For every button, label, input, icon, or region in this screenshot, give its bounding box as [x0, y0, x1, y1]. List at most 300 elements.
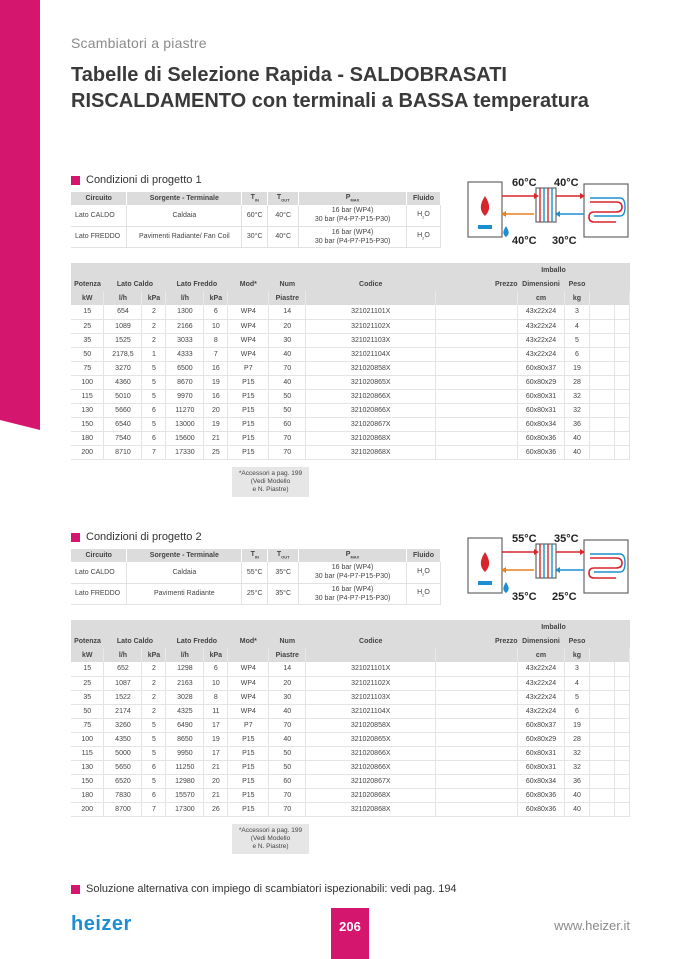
- unit-row: kW l/h kPa l/h kPa Piastre cm kg: [71, 648, 630, 662]
- cell-empty: [589, 445, 614, 459]
- cell-potenza: 130: [71, 760, 104, 774]
- cell-dimensioni: 60x80x31: [518, 389, 565, 403]
- section-2-selection-table: [71, 620, 630, 817]
- cell-caldo-kpa: 7: [142, 802, 166, 816]
- cell-empty: [614, 746, 629, 760]
- conditions-header-row: [71, 192, 441, 205]
- cell-freddo-lh: 1300: [166, 305, 204, 319]
- heat-exchanger-diagram-1: [466, 174, 630, 250]
- cell-empty: [614, 319, 629, 333]
- col-tout: $T_{OUT}$: [268, 192, 299, 205]
- cell-prezzo: [436, 403, 518, 417]
- cell-empty: [589, 662, 614, 676]
- cell-freddo-kpa: 21: [204, 760, 228, 774]
- cell-codice: 321021102X: [306, 319, 436, 333]
- cell-potenza: 25: [71, 319, 104, 333]
- cell-caldo-lh: 1522: [104, 690, 142, 704]
- table-row: [71, 403, 630, 417]
- cell-empty: [589, 676, 614, 690]
- cell-empty: [589, 788, 614, 802]
- cell-prezzo: [436, 662, 518, 676]
- cell-empty: [589, 305, 614, 319]
- cell-dimensioni: 60x80x36: [518, 445, 565, 459]
- cell-freddo-lh: 2163: [166, 676, 204, 690]
- bullet-square-icon: [71, 885, 80, 894]
- cell-codice: 321020866X: [306, 403, 436, 417]
- cell-empty: [589, 347, 614, 361]
- cell-potenza: 75: [71, 361, 104, 375]
- brand-logo: heizer: [71, 913, 132, 935]
- cell-num: 20: [269, 319, 306, 333]
- cell-caldo-kpa: 1: [142, 347, 166, 361]
- cell-mod: P15: [228, 760, 269, 774]
- cell-dimensioni: 43x22x24: [518, 347, 565, 361]
- cell-empty: [614, 662, 629, 676]
- cell-freddo-lh: 8650: [166, 732, 204, 746]
- cell-caldo-lh: 4350: [104, 732, 142, 746]
- boiler-icon: [468, 538, 502, 593]
- cell-potenza: 15: [71, 662, 104, 676]
- conditions-row: [71, 205, 441, 226]
- cell-mod: P15: [228, 445, 269, 459]
- cell-caldo-kpa: 2: [142, 662, 166, 676]
- cell-empty: [614, 333, 629, 347]
- cell-sorgente: Pavimenti Radiante/ Fan Coil: [127, 226, 242, 247]
- cell-dimensioni: 43x22x24: [518, 676, 565, 690]
- cell-peso: 4: [564, 676, 589, 690]
- col-num: Num: [269, 277, 306, 291]
- cell-caldo-lh: 5010: [104, 389, 142, 403]
- cell-potenza: 100: [71, 375, 104, 389]
- cell-mod: P7: [228, 718, 269, 732]
- cell-freddo-kpa: 7: [204, 347, 228, 361]
- cell-prezzo: [436, 788, 518, 802]
- header-group-row: [71, 620, 630, 634]
- cell-num: 50: [269, 746, 306, 760]
- cell-num: 70: [269, 788, 306, 802]
- conditions-row: [71, 226, 441, 247]
- cell-circuito: Lato CALDO: [71, 205, 127, 226]
- cell-tin: 25°C: [242, 583, 268, 604]
- cell-freddo-kpa: 16: [204, 389, 228, 403]
- plate-exchanger-icon: [536, 188, 556, 222]
- cell-freddo-kpa: 19: [204, 375, 228, 389]
- table-row: [71, 389, 630, 403]
- cell-num: 40: [269, 704, 306, 718]
- temp-hot-out: 40°C: [512, 235, 537, 247]
- temp-cold-out: 35°C: [554, 533, 579, 545]
- cell-num: 30: [269, 333, 306, 347]
- cell-empty: [589, 403, 614, 417]
- cell-empty: [589, 704, 614, 718]
- cell-empty: [614, 774, 629, 788]
- cell-peso: 40: [564, 788, 589, 802]
- col-codice: Codice: [306, 634, 436, 648]
- cell-caldo-kpa: 6: [142, 760, 166, 774]
- cell-caldo-kpa: 2: [142, 333, 166, 347]
- cell-prezzo: [436, 417, 518, 431]
- cell-dimensioni: 60x80x29: [518, 375, 565, 389]
- table-row: [71, 732, 630, 746]
- cell-codice: 321020867X: [306, 417, 436, 431]
- conditions-header-row: [71, 549, 441, 562]
- temp-cold-out: 40°C: [554, 177, 579, 189]
- header-row: [71, 634, 630, 648]
- cell-empty: [614, 788, 629, 802]
- footnote: [71, 883, 457, 895]
- table-row: [71, 704, 630, 718]
- unit-row: kW l/h kPa l/h kPa Piastre cm kg: [71, 291, 630, 305]
- page-title: Tabelle di Selezione Rapida - SALDOBRASATI RISCALDAMENTO con terminali a BASSA temperatura: [71, 64, 589, 112]
- cell-caldo-lh: 2174: [104, 704, 142, 718]
- cell-caldo-kpa: 5: [142, 389, 166, 403]
- cell-mod: WP4: [228, 347, 269, 361]
- cell-prezzo: [436, 718, 518, 732]
- cell-potenza: 200: [71, 445, 104, 459]
- cell-mod: P15: [228, 417, 269, 431]
- cell-caldo-lh: 2178,5: [104, 347, 142, 361]
- cell-prezzo: [436, 361, 518, 375]
- cell-caldo-kpa: 6: [142, 788, 166, 802]
- cell-caldo-lh: 5650: [104, 760, 142, 774]
- cell-dimensioni: 60x80x29: [518, 732, 565, 746]
- cell-num: 40: [269, 375, 306, 389]
- cell-mod: P15: [228, 389, 269, 403]
- cell-codice: 321020865X: [306, 732, 436, 746]
- cell-caldo-kpa: 2: [142, 676, 166, 690]
- section-1-heading: [71, 174, 202, 186]
- col-lato-freddo: Lato Freddo: [166, 634, 228, 648]
- cell-freddo-kpa: 11: [204, 704, 228, 718]
- cell-empty: [589, 319, 614, 333]
- cell-num: 40: [269, 347, 306, 361]
- cell-potenza: 180: [71, 431, 104, 445]
- cell-freddo-kpa: 17: [204, 746, 228, 760]
- cell-prezzo: [436, 802, 518, 816]
- cell-freddo-lh: 15570: [166, 788, 204, 802]
- cell-caldo-lh: 8700: [104, 802, 142, 816]
- radiant-floor-icon: [584, 540, 628, 593]
- cell-empty: [589, 690, 614, 704]
- col-potenza: Potenza: [71, 634, 104, 648]
- cell-empty: [589, 417, 614, 431]
- conditions-row: [71, 562, 441, 583]
- cell-mod: P15: [228, 802, 269, 816]
- cell-peso: 6: [565, 347, 590, 361]
- header-group-row: [71, 263, 630, 277]
- cell-caldo-lh: 5000: [104, 746, 142, 760]
- cell-codice: 321021102X: [306, 676, 436, 690]
- cell-codice: 321020866X: [306, 746, 436, 760]
- temp-cold-in: 25°C: [552, 591, 577, 603]
- cell-codice: 321020867X: [306, 774, 436, 788]
- section-2-heading-text: Condizioni di progetto 2: [86, 531, 202, 543]
- cell-freddo-kpa: 16: [204, 361, 228, 375]
- cell-codice: 321020868X: [306, 802, 436, 816]
- cell-potenza: 115: [71, 746, 104, 760]
- website-url[interactable]: www.heizer.it: [554, 918, 630, 933]
- cell-empty: [614, 403, 629, 417]
- cell-freddo-lh: 17330: [166, 445, 204, 459]
- cell-peso: 40: [565, 431, 590, 445]
- cell-empty: [614, 802, 629, 816]
- cell-caldo-kpa: 6: [142, 431, 166, 445]
- cell-caldo-lh: 7830: [104, 788, 142, 802]
- cell-freddo-kpa: 6: [204, 662, 228, 676]
- cell-potenza: 35: [71, 690, 104, 704]
- cell-prezzo: [436, 333, 518, 347]
- cell-num: 14: [269, 662, 306, 676]
- section-1-conditions-table: [71, 192, 441, 248]
- cell-codice: 321020866X: [306, 760, 436, 774]
- cell-caldo-kpa: 5: [142, 732, 166, 746]
- cell-peso: 5: [565, 333, 590, 347]
- cell-num: 20: [269, 676, 306, 690]
- cell-empty: [589, 760, 614, 774]
- cell-peso: 40: [565, 445, 590, 459]
- cell-caldo-lh: 1089: [104, 319, 142, 333]
- cell-peso: 19: [565, 361, 590, 375]
- col-circuito: Circuito: [71, 192, 127, 205]
- cell-caldo-kpa: 5: [142, 417, 166, 431]
- col-fluido: Fluido: [406, 192, 440, 205]
- cell-codice: 321020868X: [306, 788, 436, 802]
- cell-dimensioni: 43x22x24: [518, 690, 565, 704]
- temp-hot-in: 60°C: [512, 177, 537, 189]
- cell-empty: [614, 347, 629, 361]
- cell-peso: 6: [564, 704, 589, 718]
- cell-pmax: 16 bar (WP4) 30 bar (P4-P7-P15-P30): [299, 562, 407, 583]
- cell-caldo-kpa: 5: [142, 746, 166, 760]
- cell-peso: 36: [565, 417, 590, 431]
- col-prezzo: Prezzo: [436, 277, 518, 291]
- cell-empty: [589, 774, 614, 788]
- cell-mod: WP4: [228, 704, 269, 718]
- cell-potenza: 200: [71, 802, 104, 816]
- cell-caldo-kpa: 5: [142, 718, 166, 732]
- cell-caldo-lh: 1087: [104, 676, 142, 690]
- col-tin: $T_{IN}$: [242, 192, 268, 205]
- cell-sorgente: Caldaia: [127, 205, 242, 226]
- cell-peso: 32: [564, 760, 589, 774]
- col-tout: $T_{OUT}$: [268, 549, 299, 562]
- cell-dimensioni: 60x80x34: [518, 774, 565, 788]
- cell-num: 60: [269, 417, 306, 431]
- water-drop-icon: [503, 582, 508, 593]
- cell-circuito: Lato CALDO: [71, 562, 127, 583]
- cell-freddo-lh: 11250: [166, 760, 204, 774]
- cell-codice: 321020858X: [306, 361, 436, 375]
- cell-freddo-kpa: 20: [204, 774, 228, 788]
- cell-mod: WP4: [228, 676, 269, 690]
- cell-potenza: 100: [71, 732, 104, 746]
- cell-empty: [614, 445, 629, 459]
- col-circuito: Circuito: [71, 549, 127, 562]
- cell-potenza: 115: [71, 389, 104, 403]
- cell-mod: WP4: [228, 662, 269, 676]
- cell-codice: 321021101X: [306, 662, 436, 676]
- decorative-side-bar: [0, 0, 40, 430]
- cell-freddo-lh: 9950: [166, 746, 204, 760]
- cell-codice: 321020868X: [306, 431, 436, 445]
- cell-dimensioni: 60x80x37: [518, 361, 565, 375]
- cell-mod: WP4: [228, 305, 269, 319]
- cell-num: 50: [269, 403, 306, 417]
- cell-fluido: $H_2O$: [406, 205, 440, 226]
- cell-empty: [589, 361, 614, 375]
- cell-freddo-kpa: 19: [204, 417, 228, 431]
- cell-prezzo: [436, 319, 518, 333]
- cell-mod: P15: [228, 732, 269, 746]
- cell-dimensioni: 43x22x24: [518, 305, 565, 319]
- table-row: [71, 305, 630, 319]
- cell-prezzo: [436, 760, 518, 774]
- table-row: [71, 319, 630, 333]
- cell-caldo-kpa: 2: [142, 305, 166, 319]
- cell-dimensioni: 43x22x24: [518, 704, 565, 718]
- header-row: [71, 277, 630, 291]
- cell-freddo-lh: 2166: [166, 319, 204, 333]
- cell-mod: WP4: [228, 319, 269, 333]
- cell-freddo-kpa: 25: [204, 445, 228, 459]
- cell-circuito: Lato FREDDO: [71, 226, 127, 247]
- table-row: [71, 760, 630, 774]
- col-sorgente: Sorgente - Terminale: [127, 192, 242, 205]
- cell-freddo-kpa: 8: [204, 333, 228, 347]
- cell-empty: [614, 690, 629, 704]
- cell-num: 70: [269, 361, 306, 375]
- cell-freddo-lh: 17300: [166, 802, 204, 816]
- cell-dimensioni: 60x80x36: [518, 802, 565, 816]
- cell-caldo-lh: 5660: [104, 403, 142, 417]
- cell-tin: 55°C: [242, 562, 268, 583]
- cell-mod: P15: [228, 746, 269, 760]
- cell-prezzo: [436, 690, 518, 704]
- cell-empty: [614, 676, 629, 690]
- cell-freddo-lh: 6500: [166, 361, 204, 375]
- cell-caldo-kpa: 6: [142, 403, 166, 417]
- table-row: [71, 774, 630, 788]
- cell-caldo-lh: 3260: [104, 718, 142, 732]
- cell-num: 70: [269, 445, 306, 459]
- cell-empty: [614, 361, 629, 375]
- table-row: [71, 375, 630, 389]
- cell-prezzo: [436, 732, 518, 746]
- col-imballo: Imballo: [518, 263, 590, 277]
- col-prezzo: Prezzo: [436, 634, 518, 648]
- cell-peso: 36: [564, 774, 589, 788]
- cell-prezzo: [436, 305, 518, 319]
- cell-empty: [589, 746, 614, 760]
- col-num: Num: [269, 634, 306, 648]
- table-row: [71, 347, 630, 361]
- col-lato-caldo: Lato Caldo: [104, 277, 166, 291]
- col-dimensioni: Dimensioni: [518, 634, 565, 648]
- cell-empty: [589, 375, 614, 389]
- conditions-row: [71, 583, 441, 604]
- cell-prezzo: [436, 676, 518, 690]
- table-row: [71, 662, 630, 676]
- col-mod: Mod*: [228, 634, 269, 648]
- cell-mod: WP4: [228, 333, 269, 347]
- cell-codice: 321021103X: [306, 690, 436, 704]
- cell-num: 70: [269, 802, 306, 816]
- cell-fluido: $H_2O$: [406, 583, 440, 604]
- cell-mod: P15: [228, 375, 269, 389]
- cell-codice: 321021104X: [306, 704, 436, 718]
- page-number: 206: [331, 908, 369, 959]
- cell-freddo-lh: 4325: [166, 704, 204, 718]
- cell-empty: [614, 305, 629, 319]
- cell-dimensioni: 60x80x37: [518, 718, 565, 732]
- cell-codice: 321021101X: [306, 305, 436, 319]
- cell-freddo-lh: 6490: [166, 718, 204, 732]
- cell-mod: P15: [228, 403, 269, 417]
- cell-empty: [614, 431, 629, 445]
- cell-caldo-lh: 6540: [104, 417, 142, 431]
- cell-freddo-kpa: 21: [204, 431, 228, 445]
- cell-num: 60: [269, 774, 306, 788]
- cell-prezzo: [436, 347, 518, 361]
- cell-tin: 60°C: [242, 205, 268, 226]
- cell-empty: [614, 732, 629, 746]
- cell-empty: [589, 333, 614, 347]
- cell-codice: 321020858X: [306, 718, 436, 732]
- cell-mod: WP4: [228, 690, 269, 704]
- cell-caldo-lh: 6520: [104, 774, 142, 788]
- cell-caldo-lh: 1525: [104, 333, 142, 347]
- cell-freddo-lh: 8670: [166, 375, 204, 389]
- section-kicker: Scambiatori a piastre: [71, 35, 207, 51]
- cell-dimensioni: 60x80x31: [518, 403, 565, 417]
- col-pmax: $P_{MAX}$: [299, 549, 407, 562]
- section-2-conditions-table: [71, 549, 441, 605]
- cell-peso: 4: [565, 319, 590, 333]
- cell-fluido: $H_2O$: [406, 226, 440, 247]
- heat-exchanger-diagram-2: [466, 530, 630, 606]
- cell-freddo-lh: 3028: [166, 690, 204, 704]
- cell-caldo-kpa: 7: [142, 445, 166, 459]
- cell-potenza: 75: [71, 718, 104, 732]
- cell-dimensioni: 43x22x24: [518, 662, 565, 676]
- cell-empty: [614, 760, 629, 774]
- cell-prezzo: [436, 389, 518, 403]
- cell-peso: 5: [564, 690, 589, 704]
- cell-freddo-lh: 4333: [166, 347, 204, 361]
- cell-freddo-kpa: 17: [204, 718, 228, 732]
- cell-peso: 28: [564, 732, 589, 746]
- cell-empty: [589, 431, 614, 445]
- cell-dimensioni: 43x22x24: [518, 319, 565, 333]
- col-lato-caldo: Lato Caldo: [104, 634, 166, 648]
- cell-pmax: 16 bar (WP4) 30 bar (P4-P7-P15-P30): [299, 583, 407, 604]
- section-2-heading: [71, 531, 202, 543]
- cell-potenza: 25: [71, 676, 104, 690]
- cell-freddo-kpa: 26: [204, 802, 228, 816]
- cell-mod: P15: [228, 788, 269, 802]
- col-peso: Peso: [565, 277, 590, 291]
- plate-exchanger-icon: [536, 544, 556, 578]
- cell-caldo-lh: 4360: [104, 375, 142, 389]
- cell-caldo-lh: 8710: [104, 445, 142, 459]
- cell-prezzo: [436, 704, 518, 718]
- cell-freddo-kpa: 10: [204, 676, 228, 690]
- cell-freddo-lh: 15600: [166, 431, 204, 445]
- cell-mod: P15: [228, 774, 269, 788]
- water-drop-icon: [503, 226, 508, 237]
- cell-dimensioni: 60x80x34: [518, 417, 565, 431]
- cell-empty: [614, 417, 629, 431]
